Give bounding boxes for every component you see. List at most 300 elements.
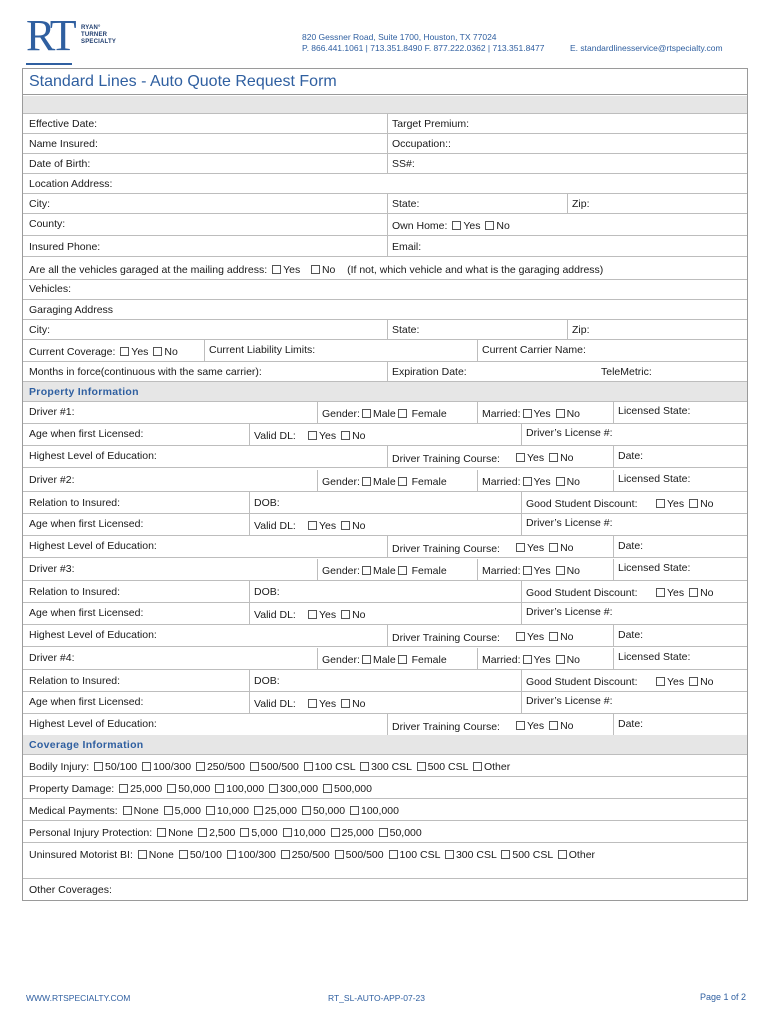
driver-4-row-education	[23, 714, 747, 736]
email-cell[interactable]	[387, 236, 422, 256]
property-information-header: Property Information	[23, 382, 747, 402]
state-cell[interactable]	[387, 194, 420, 213]
property-damage-option-3-checkbox[interactable]	[269, 784, 278, 793]
logo-monogram: RT	[26, 11, 74, 60]
garaged-note: (If not, which vehicle and what is the garaging address)	[347, 264, 604, 276]
driver-2-training-course-yes-no: Yes No	[514, 542, 574, 554]
pip-option-5-label: 50,000	[389, 827, 422, 839]
property-damage-group	[29, 783, 372, 795]
uninsured-motorist-label: Uninsured Motorist BI:	[29, 849, 133, 861]
driver-4-valid-dl-yes-no: Yes No	[306, 698, 366, 710]
driver-2-relation-label: Relation to Insured:	[29, 497, 121, 509]
own-home-no-checkbox[interactable]	[485, 221, 494, 230]
property-damage-option-0-checkbox[interactable]	[119, 784, 128, 793]
state-label: State:	[392, 198, 420, 210]
driver-2-female-checkbox[interactable]	[398, 477, 407, 486]
medical-payments-option-4-label: 50,000	[312, 805, 346, 817]
pip-label: Personal Injury Protection:	[29, 827, 153, 839]
driver-2-licensed-state-cell[interactable]	[613, 470, 691, 491]
driver-2-good-student-label: Good Student Discount:	[526, 498, 638, 510]
garaging-zip-label: Zip:	[572, 324, 590, 336]
driver-3-row-education	[23, 625, 747, 647]
driver-2-training-course-label: Driver Training Course:	[392, 543, 500, 555]
row-bodily-injury	[23, 755, 747, 777]
driver-4-training-course-cell	[387, 714, 574, 735]
row-garaging-address[interactable]	[23, 300, 747, 320]
row-dob	[23, 154, 747, 174]
uninsured-motorist-option-0-checkbox[interactable]	[138, 850, 147, 859]
uninsured-motorist-option-6-checkbox[interactable]	[445, 850, 454, 859]
garaged-yes-checkbox[interactable]	[272, 265, 281, 274]
driver-3-training-course-yes-no: Yes No	[514, 631, 574, 643]
uninsured-motorist-option-4-checkbox[interactable]	[335, 850, 344, 859]
driver-3-training-course-yes-checkbox[interactable]	[516, 632, 525, 641]
driver-2-gender-cell	[317, 470, 447, 491]
bodily-injury-option-1-checkbox[interactable]	[142, 762, 151, 771]
medical-payments-option-4-checkbox[interactable]	[302, 806, 311, 815]
uninsured-motorist-option-5-checkbox[interactable]	[389, 850, 398, 859]
medical-payments-option-2-label: 10,000	[216, 805, 249, 817]
uninsured-motorist-option-3-checkbox[interactable]	[281, 850, 290, 859]
medical-payments-option-5-label: 100,000	[361, 805, 399, 817]
driver-2-training-date-label: Date:	[618, 540, 644, 552]
property-damage-option-1-checkbox[interactable]	[167, 784, 176, 793]
bodily-injury-option-2-label: 250/500	[206, 761, 245, 773]
driver-2-row-education	[23, 536, 747, 558]
row-county	[23, 214, 747, 236]
driver-4-good-student-cell	[521, 670, 714, 691]
zip-cell[interactable]	[567, 194, 590, 213]
row-months-in-force	[23, 362, 747, 382]
target-premium-label: Target Premium:	[392, 118, 470, 130]
driver-3-female-checkbox[interactable]	[398, 566, 407, 575]
row-phone	[23, 236, 747, 257]
driver-1-drivers-license-cell[interactable]	[521, 424, 613, 445]
header-email[interactable]: E. standardlinesservice@rtspecialty.com	[570, 43, 723, 53]
current-coverage-yes-checkbox[interactable]	[120, 347, 129, 356]
driver-2-row-relation	[23, 492, 747, 514]
bodily-injury-group	[29, 761, 510, 773]
driver-1-gender-group: Gender: Male Female	[322, 408, 447, 420]
driver-3-licensed-state-cell[interactable]	[613, 559, 691, 580]
driver-2-age-licensed-label: Age when first Licensed:	[29, 518, 144, 530]
driver-2-valid-dl-no-checkbox[interactable]	[341, 521, 350, 530]
uninsured-motorist-option-1-checkbox[interactable]	[179, 850, 188, 859]
driver-1-training-course-cell	[387, 446, 574, 467]
header-address: 820 Gessner Road, Suite 1700, Houston, TX 77024	[302, 32, 497, 42]
medical-payments-option-0-checkbox[interactable]	[123, 806, 132, 815]
driver-4-good-student-yes-checkbox[interactable]	[656, 677, 665, 686]
driver-2-training-course-cell	[387, 536, 574, 557]
driver-4-married-yes-checkbox[interactable]	[523, 655, 532, 664]
driver-3-valid-dl-cell	[249, 603, 366, 624]
row-garaging-city	[23, 320, 747, 340]
driver-1-row-age-licensed	[23, 424, 747, 446]
driver-4-married-group: Married: Yes No	[482, 654, 581, 666]
uninsured-motorist-group	[29, 849, 689, 862]
property-damage-option-4-label: 500,000	[334, 783, 372, 795]
driver-1-married-yes-checkbox[interactable]	[523, 409, 532, 418]
driver-3-age-licensed-label: Age when first Licensed:	[29, 607, 144, 619]
insured-phone-label: Insured Phone:	[29, 241, 101, 253]
driver-4-dob-label: DOB:	[254, 675, 280, 687]
bodily-injury-option-7-checkbox[interactable]	[473, 762, 482, 771]
bodily-injury-label: Bodily Injury:	[29, 761, 90, 773]
driver-3-dob-cell[interactable]	[249, 581, 280, 602]
dob-label: Date of Birth:	[29, 158, 91, 170]
driver-3-training-course-label: Driver Training Course:	[392, 632, 500, 644]
driver-1-valid-dl-yes-checkbox[interactable]	[308, 431, 317, 440]
current-coverage-no-checkbox[interactable]	[153, 347, 162, 356]
ssn-label: SS#:	[392, 158, 415, 170]
driver-3-training-date-label: Date:	[618, 629, 644, 641]
row-name-insured	[23, 134, 747, 154]
driver-2-good-student-yes-no: Yes No	[654, 498, 714, 510]
driver-2-training-date-cell[interactable]	[613, 536, 644, 557]
driver-4-gender-group: Gender: Male Female	[322, 654, 447, 666]
driver-3-drivers-license-cell[interactable]	[521, 603, 613, 624]
property-damage-option-3-label: 300,000	[280, 783, 319, 795]
driver-4-married-cell	[477, 648, 581, 669]
driver-3-row-main	[23, 559, 747, 581]
expiration-date-cell[interactable]	[387, 362, 467, 381]
pip-option-3-checkbox[interactable]	[283, 828, 292, 837]
own-home-group: Own Home: Yes No	[392, 220, 510, 232]
logo-wordmark: RYAN° TURNER SPECIALTY	[81, 25, 117, 45]
bodily-injury-option-0-label: 50/100	[105, 761, 138, 773]
driver-3-training-date-cell[interactable]	[613, 625, 644, 646]
medical-payments-option-1-checkbox[interactable]	[164, 806, 173, 815]
driver-1-gender-cell	[317, 402, 447, 423]
uninsured-motorist-option-4-label: 500/500	[345, 849, 384, 861]
driver-4-married-no-checkbox[interactable]	[556, 655, 565, 664]
row-garaged	[23, 257, 747, 280]
driver-2-married-yes-checkbox[interactable]	[523, 477, 532, 486]
driver-3-good-student-no-checkbox[interactable]	[689, 588, 698, 597]
logo-underline	[26, 63, 72, 65]
driver-3-good-student-yes-no: Yes No	[654, 587, 714, 599]
row-current-coverage	[23, 340, 747, 362]
driver-4-row-main	[23, 648, 747, 670]
pip-option-0-checkbox[interactable]	[157, 828, 166, 837]
driver-2-gender-group: Gender: Male Female	[322, 476, 447, 488]
driver-3-married-group: Married: Yes No	[482, 565, 581, 577]
driver-1-valid-dl-cell	[249, 424, 366, 445]
row-property-damage	[23, 777, 747, 799]
pip-option-0-label: None	[168, 827, 194, 839]
driver-3-training-course-no-checkbox[interactable]	[549, 632, 558, 641]
medical-payments-option-5-checkbox[interactable]	[350, 806, 359, 815]
driver-4-gender-cell	[317, 648, 447, 669]
driver-3-valid-dl-yes-checkbox[interactable]	[308, 610, 317, 619]
ssn-cell[interactable]	[387, 154, 415, 173]
driver-4-licensed-state-label: Licensed State:	[618, 651, 691, 663]
driver-4-training-date-cell[interactable]	[613, 714, 644, 735]
bodily-injury-option-7-label: Other	[483, 761, 511, 773]
garaging-state-cell[interactable]	[387, 320, 420, 339]
email-label: Email:	[392, 241, 422, 253]
property-damage-option-2-label: 100,000	[226, 783, 265, 795]
medical-payments-option-0-label: None	[133, 805, 159, 817]
bodily-injury-option-4-checkbox[interactable]	[304, 762, 313, 771]
driver-2-valid-dl-cell	[249, 514, 366, 535]
driver-3-male-checkbox[interactable]	[362, 566, 371, 575]
driver-4-licensed-state-cell[interactable]	[613, 648, 691, 669]
driver-3-valid-dl-label: Valid DL:	[254, 609, 296, 621]
uninsured-motorist-option-5-label: 100 CSL	[399, 849, 441, 861]
driver-4-good-student-yes-no: Yes No	[654, 676, 714, 688]
driver-4-row-age-licensed	[23, 692, 747, 714]
driver-1-married-group: Married: Yes No	[482, 408, 581, 420]
driver-3-married-yes-checkbox[interactable]	[523, 566, 532, 575]
driver-4-education-label: Highest Level of Education:	[29, 718, 157, 730]
company-logo	[26, 11, 156, 64]
medical-payments-option-1-label: 5,000	[174, 805, 201, 817]
driver-4-female-checkbox[interactable]	[398, 655, 407, 664]
driver-4-valid-dl-label: Valid DL:	[254, 698, 296, 710]
driver-2-married-no-checkbox[interactable]	[556, 477, 565, 486]
driver-1-male-checkbox[interactable]	[362, 409, 371, 418]
driver-4-training-date-label: Date:	[618, 718, 644, 730]
pip-group	[29, 827, 422, 839]
footer-website[interactable]: WWW.RTSPECIALTY.COM	[26, 993, 131, 1003]
property-damage-option-2-checkbox[interactable]	[215, 784, 224, 793]
driver-4-training-course-no-checkbox[interactable]	[549, 721, 558, 730]
bodily-injury-option-3-checkbox[interactable]	[250, 762, 259, 771]
driver-4-drivers-license-label: Driver’s License #:	[526, 695, 613, 707]
driver-1-training-course-no-checkbox[interactable]	[549, 453, 558, 462]
property-damage-option-0-label: 25,000	[130, 783, 163, 795]
bodily-injury-option-5-label: 300 CSL	[371, 761, 412, 773]
driver-3-drivers-license-label: Driver’s License #:	[526, 606, 613, 618]
driver-4-label: Driver #4:	[29, 652, 75, 664]
driver-2-good-student-no-checkbox[interactable]	[689, 499, 698, 508]
uninsured-motorist-option-2-checkbox[interactable]	[227, 850, 236, 859]
driver-4-dob-cell[interactable]	[249, 670, 280, 691]
driver-3-relation-label: Relation to Insured:	[29, 586, 121, 598]
uninsured-motorist-option-1-label: 50/100	[189, 849, 222, 861]
garaging-city-label: City:	[29, 324, 50, 336]
driver-1-training-date-cell[interactable]	[613, 446, 644, 467]
own-home-yes-checkbox[interactable]	[452, 221, 461, 230]
driver-1-education-label: Highest Level of Education:	[29, 450, 157, 462]
driver-4-row-relation	[23, 670, 747, 692]
zip-label: Zip:	[572, 198, 590, 210]
driver-1-licensed-state-cell[interactable]	[613, 402, 691, 423]
bodily-injury-option-2-checkbox[interactable]	[196, 762, 205, 771]
driver-2-row-age-licensed	[23, 514, 747, 536]
driver-1-valid-dl-yes-no: Yes No	[306, 430, 366, 442]
driver-1-married-no-checkbox[interactable]	[556, 409, 565, 418]
driver-3-valid-dl-yes-no: Yes No	[306, 609, 366, 621]
current-liability-cell[interactable]	[204, 340, 316, 361]
driver-3-gender-group: Gender: Male Female	[322, 565, 447, 577]
city-label: City:	[29, 198, 50, 210]
driver-4-training-course-yes-checkbox[interactable]	[516, 721, 525, 730]
driver-1-drivers-license-label: Driver’s License #:	[526, 427, 613, 439]
driver-1-training-date-label: Date:	[618, 450, 644, 462]
driver-2-married-cell	[477, 470, 581, 491]
driver-1-training-course-yes-no: Yes No	[514, 452, 574, 464]
driver-3-good-student-cell	[521, 581, 714, 602]
driver-1-age-licensed-label: Age when first Licensed:	[29, 428, 144, 440]
driver-4-male-checkbox[interactable]	[362, 655, 371, 664]
driver-1-valid-dl-no-checkbox[interactable]	[341, 431, 350, 440]
bodily-injury-option-1-label: 100/300	[153, 761, 192, 773]
pip-option-2-checkbox[interactable]	[240, 828, 249, 837]
driver-2-valid-dl-yes-no: Yes No	[306, 520, 366, 532]
pip-option-5-checkbox[interactable]	[379, 828, 388, 837]
coverage-information-header: Coverage Information	[23, 735, 747, 755]
uninsured-motorist-option-7-checkbox[interactable]	[501, 850, 510, 859]
driver-2-drivers-license-label: Driver’s License #:	[526, 517, 613, 529]
garaged-no-checkbox[interactable]	[311, 265, 320, 274]
pip-option-1-checkbox[interactable]	[198, 828, 207, 837]
driver-2-male-checkbox[interactable]	[362, 477, 371, 486]
bodily-injury-option-6-label: 500 CSL	[427, 761, 469, 773]
uninsured-motorist-option-7-label: 500 CSL	[512, 849, 553, 861]
driver-2-training-course-yes-checkbox[interactable]	[516, 543, 525, 552]
row-medical-payments	[23, 799, 747, 821]
current-carrier-cell[interactable]	[477, 340, 586, 361]
uninsured-motorist-option-8-label: Other	[568, 849, 596, 861]
driver-1-row-education	[23, 446, 747, 468]
driver-2-training-course-no-checkbox[interactable]	[549, 543, 558, 552]
property-damage-option-1-label: 50,000	[178, 783, 211, 795]
driver-1-row-main	[23, 402, 747, 424]
county-label: County:	[29, 218, 66, 230]
driver-4-valid-dl-cell	[249, 692, 366, 713]
medical-payments-option-3-checkbox[interactable]	[254, 806, 263, 815]
driver-2-licensed-state-label: Licensed State:	[618, 473, 691, 485]
driver-3-training-course-cell	[387, 625, 574, 646]
driver-4-training-course-label: Driver Training Course:	[392, 721, 500, 733]
uninsured-motorist-option-0-label: None	[148, 849, 174, 861]
current-carrier-label: Current Carrier Name:	[482, 344, 586, 356]
expiration-date-label: Expiration Date:	[392, 366, 467, 378]
own-home-cell	[387, 214, 510, 235]
row-pip	[23, 821, 747, 843]
driver-3-good-student-yes-checkbox[interactable]	[656, 588, 665, 597]
row-city	[23, 194, 747, 214]
form-title: Standard Lines - Auto Quote Request Form	[23, 69, 747, 95]
driver-2-valid-dl-yes-checkbox[interactable]	[308, 521, 317, 530]
driver-1-training-course-yes-checkbox[interactable]	[516, 453, 525, 462]
target-premium-cell[interactable]	[387, 114, 470, 133]
driver-4-drivers-license-cell[interactable]	[521, 692, 613, 713]
driver-1-married-cell	[477, 402, 581, 423]
driver-1-valid-dl-label: Valid DL:	[254, 430, 296, 442]
footer-page-number: Page 1 of 2	[700, 992, 747, 1002]
driver-3-dob-label: DOB:	[254, 586, 280, 598]
driver-4-relation-label: Relation to Insured:	[29, 675, 121, 687]
driver-3-valid-dl-no-checkbox[interactable]	[341, 610, 350, 619]
driver-4-training-course-yes-no: Yes No	[514, 720, 574, 732]
row-vehicles[interactable]	[23, 280, 747, 300]
driver-2-dob-cell[interactable]	[249, 492, 280, 513]
driver-2-label: Driver #2:	[29, 474, 75, 486]
effective-date-label: Effective Date:	[29, 118, 98, 130]
property-damage-option-4-checkbox[interactable]	[323, 784, 332, 793]
bodily-injury-option-6-checkbox[interactable]	[417, 762, 426, 771]
driver-3-married-cell	[477, 559, 581, 580]
occupation-cell[interactable]	[387, 134, 451, 153]
own-home-label: Own Home:	[392, 220, 448, 232]
medical-payments-option-2-checkbox[interactable]	[206, 806, 215, 815]
row-location-address[interactable]	[23, 174, 747, 194]
medical-payments-option-3-label: 25,000	[264, 805, 298, 817]
driver-4-good-student-no-checkbox[interactable]	[689, 677, 698, 686]
bodily-injury-option-3-label: 500/500	[260, 761, 299, 773]
uninsured-motorist-option-3-label: 250/500	[291, 849, 330, 861]
driver-4-good-student-label: Good Student Discount:	[526, 676, 638, 688]
driver-2-drivers-license-cell[interactable]	[521, 514, 613, 535]
months-in-force-label: Months in force(continuous with the same carrier):	[29, 366, 262, 378]
medical-payments-label: Medical Payments:	[29, 805, 118, 817]
driver-1-label: Driver #1:	[29, 406, 75, 418]
header-phone-fax: P. 866.441.1061 | 713.351.8490 F. 877.222.0362 | 713.351.8477	[302, 43, 545, 53]
auto-quote-form	[22, 68, 748, 901]
bodily-injury-option-5-checkbox[interactable]	[360, 762, 369, 771]
pip-option-4-label: 25,000	[341, 827, 374, 839]
current-liability-label: Current Liability Limits:	[209, 344, 316, 356]
driver-3-row-age-licensed	[23, 603, 747, 625]
header-band	[23, 96, 747, 114]
driver-3-married-no-checkbox[interactable]	[556, 566, 565, 575]
vehicles-label: Vehicles:	[29, 283, 72, 295]
driver-2-row-main	[23, 470, 747, 492]
driver-4-valid-dl-no-checkbox[interactable]	[341, 699, 350, 708]
driver-3-education-label: Highest Level of Education:	[29, 629, 157, 641]
driver-4-age-licensed-label: Age when first Licensed:	[29, 696, 144, 708]
bodily-injury-option-0-checkbox[interactable]	[94, 762, 103, 771]
uninsured-motorist-option-2-label: 100/300	[237, 849, 276, 861]
driver-1-licensed-state-label: Licensed State:	[618, 405, 691, 417]
row-other-coverages[interactable]	[23, 879, 747, 901]
current-coverage-group: Current Coverage: Yes No	[29, 346, 178, 358]
driver-3-good-student-label: Good Student Discount:	[526, 587, 638, 599]
row-effective-date	[23, 114, 747, 134]
pip-option-4-checkbox[interactable]	[331, 828, 340, 837]
medical-payments-group	[29, 805, 399, 817]
garaging-address-label: Garaging Address	[29, 304, 114, 316]
garaging-state-label: State:	[392, 324, 420, 336]
driver-1-female-checkbox[interactable]	[398, 409, 407, 418]
driver-2-good-student-cell	[521, 492, 714, 513]
driver-2-married-group: Married: Yes No	[482, 476, 581, 488]
pip-option-3-label: 10,000	[293, 827, 326, 839]
uninsured-motorist-option-8-checkbox[interactable]	[558, 850, 567, 859]
footer-form-code: RT_SL-AUTO-APP-07-23	[328, 993, 425, 1003]
garaged-question: Are all the vehicles garaged at the mailing address: Yes No (If not, which vehicle and what is the garaging address)	[29, 264, 604, 276]
driver-2-dob-label: DOB:	[254, 497, 280, 509]
driver-1-training-course-label: Driver Training Course:	[392, 453, 500, 465]
occupation-label: Occupation::	[392, 138, 451, 150]
location-address-label: Location Address:	[29, 178, 113, 190]
driver-3-licensed-state-label: Licensed State:	[618, 562, 691, 574]
telemetric-label: TeleMetric:	[601, 366, 652, 378]
uninsured-motorist-option-6-label: 300 CSL	[455, 849, 497, 861]
pip-option-2-label: 5,000	[251, 827, 278, 839]
property-damage-label: Property Damage:	[29, 783, 115, 795]
driver-2-good-student-yes-checkbox[interactable]	[656, 499, 665, 508]
driver-3-gender-cell	[317, 559, 447, 580]
garaging-zip-cell[interactable]	[567, 320, 590, 339]
row-uninsured-motorist	[23, 843, 747, 879]
driver-4-valid-dl-yes-checkbox[interactable]	[308, 699, 317, 708]
driver-2-education-label: Highest Level of Education:	[29, 540, 157, 552]
driver-3-row-relation	[23, 581, 747, 603]
